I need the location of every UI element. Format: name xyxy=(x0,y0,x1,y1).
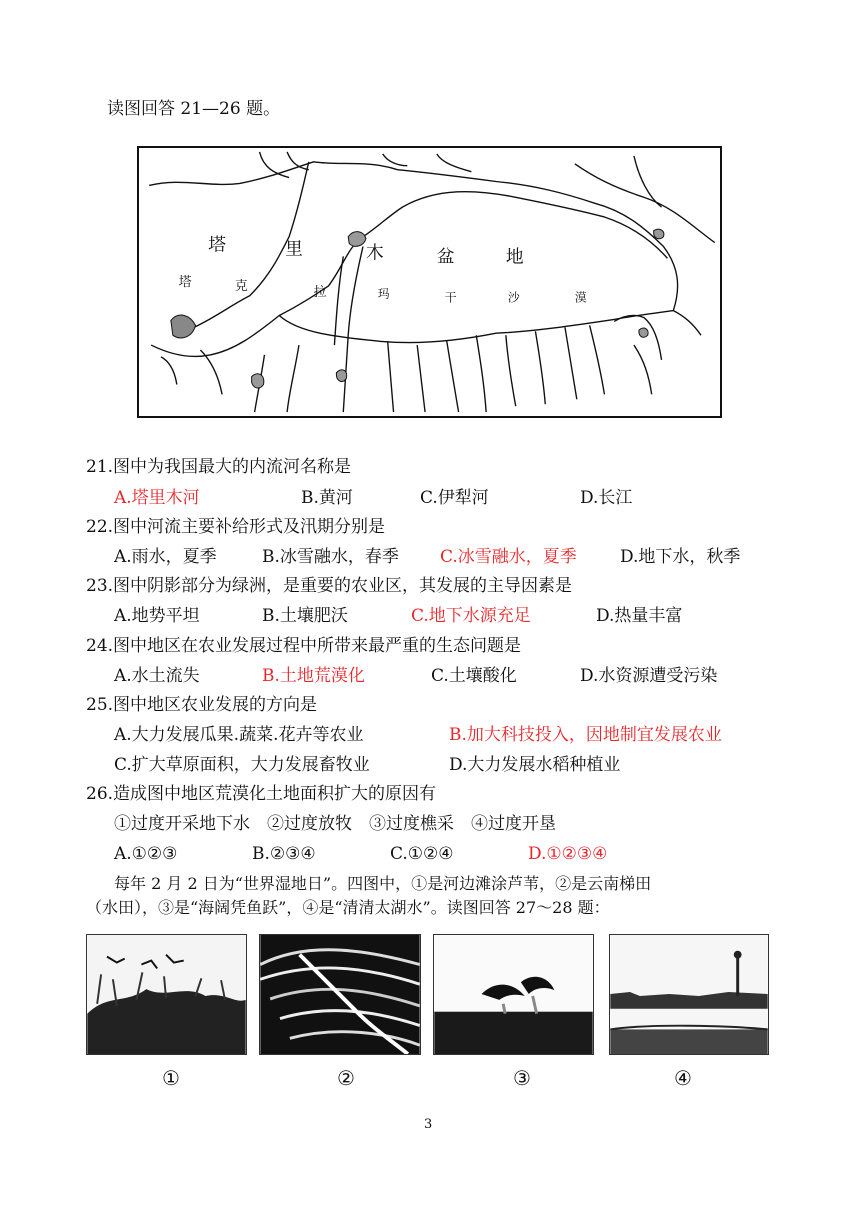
q21-option-d: D.长江 xyxy=(580,488,633,508)
map-label: 木 xyxy=(365,243,384,264)
map-drawing xyxy=(139,148,720,416)
q21-option-a: A.塔里木河 xyxy=(114,488,200,508)
question-24-stem: 24.图中地区在农业发展过程中所带来最严重的生态问题是 xyxy=(86,636,522,656)
map-label: 地 xyxy=(505,247,524,268)
q22-option-d: D.地下水，秋季 xyxy=(620,547,741,567)
map-label: 塔 xyxy=(178,274,192,290)
question-21-stem: 21.图中为我国最大的内流河名称是 xyxy=(86,457,352,477)
photo-caption-2: ② xyxy=(337,1066,355,1090)
photo-reeds xyxy=(86,934,247,1055)
q22-option-a: A.雨水，夏季 xyxy=(114,547,217,567)
q26-causes: ①过度开采地下水 ②过度放牧 ③过度樵采 ④过度开垦 xyxy=(114,814,556,834)
question-26-stem: 26.造成图中地区荒漠化土地面积扩大的原因有 xyxy=(86,784,437,804)
map-label: 塔 xyxy=(208,235,227,256)
map-label: 干 xyxy=(444,290,457,305)
intro-text: 读图回答 21—26 题。 xyxy=(107,99,281,119)
q23-option-c: C.地下水源充足 xyxy=(411,606,531,626)
taihu-image xyxy=(610,935,768,1054)
tarim-basin-map xyxy=(137,146,722,418)
dolphins-image xyxy=(434,935,593,1054)
q21-option-b: B.黄河 xyxy=(301,488,353,508)
photo-taihu xyxy=(609,934,769,1055)
wetland-intro-line-2: （水田），③是“海阔凭鱼跃”，④是“清清太湖水”。读图回答 27～28 题： xyxy=(86,898,610,917)
q24-option-d: D.水资源遭受污染 xyxy=(580,666,718,686)
map-label: 漠 xyxy=(574,290,587,305)
photo-dolphins xyxy=(433,934,594,1055)
q25-option-d: D.大力发展水稻种植业 xyxy=(449,755,621,775)
reeds-image xyxy=(87,935,246,1054)
question-23-stem: 23.图中阴影部分为绿洲，是重要的农业区，其发展的主导因素是 xyxy=(86,576,573,596)
question-22-stem: 22.图中河流主要补给形式及汛期分别是 xyxy=(86,517,386,537)
q23-option-b: B.土壤肥沃 xyxy=(262,606,348,626)
photo-caption-4: ④ xyxy=(674,1066,692,1090)
map-label: 克 xyxy=(234,278,248,294)
map-label: 沙 xyxy=(507,290,520,305)
q26-option-c: C.①②④ xyxy=(390,844,454,864)
q21-option-c: C.伊犁河 xyxy=(420,488,489,508)
q23-option-a: A.地势平坦 xyxy=(114,606,200,626)
q24-option-c: C.土壤酸化 xyxy=(431,666,517,686)
q26-option-b: B.②③④ xyxy=(252,844,316,864)
photo-caption-1: ① xyxy=(162,1066,180,1090)
q22-option-b: B.冰雪融水，春季 xyxy=(262,547,399,567)
q25-option-b: B.加大科技投入，因地制宜发展农业 xyxy=(449,725,722,745)
map-label: 玛 xyxy=(377,286,390,301)
wetland-intro-line-1: 每年 2 月 2 日为“世界湿地日”。四图中，①是河边滩涂芦苇，②是云南梯田 xyxy=(114,874,652,893)
map-label: 盆 xyxy=(436,247,455,268)
photo-terraces xyxy=(259,934,421,1055)
q25-option-c: C.扩大草原面积，大力发展畜牧业 xyxy=(114,755,370,775)
map-label: 里 xyxy=(285,239,303,260)
terraces-image xyxy=(260,935,420,1054)
q24-option-a: A.水土流失 xyxy=(114,666,200,686)
q24-option-b: B.土地荒漠化 xyxy=(262,666,365,686)
q25-option-a: A.大力发展瓜果.蔬菜.花卉等农业 xyxy=(114,725,364,745)
q23-option-d: D.热量丰富 xyxy=(596,606,683,626)
q22-option-c: C.冰雪融水，夏季 xyxy=(440,547,577,567)
photo-caption-3: ③ xyxy=(513,1066,531,1090)
q26-option-d: D.①②③④ xyxy=(528,844,608,864)
map-label: 拉 xyxy=(313,284,327,300)
question-25-stem: 25.图中地区农业发展的方向是 xyxy=(86,695,318,715)
q26-option-a: A.①②③ xyxy=(114,844,178,864)
page-number: 3 xyxy=(424,1117,433,1132)
